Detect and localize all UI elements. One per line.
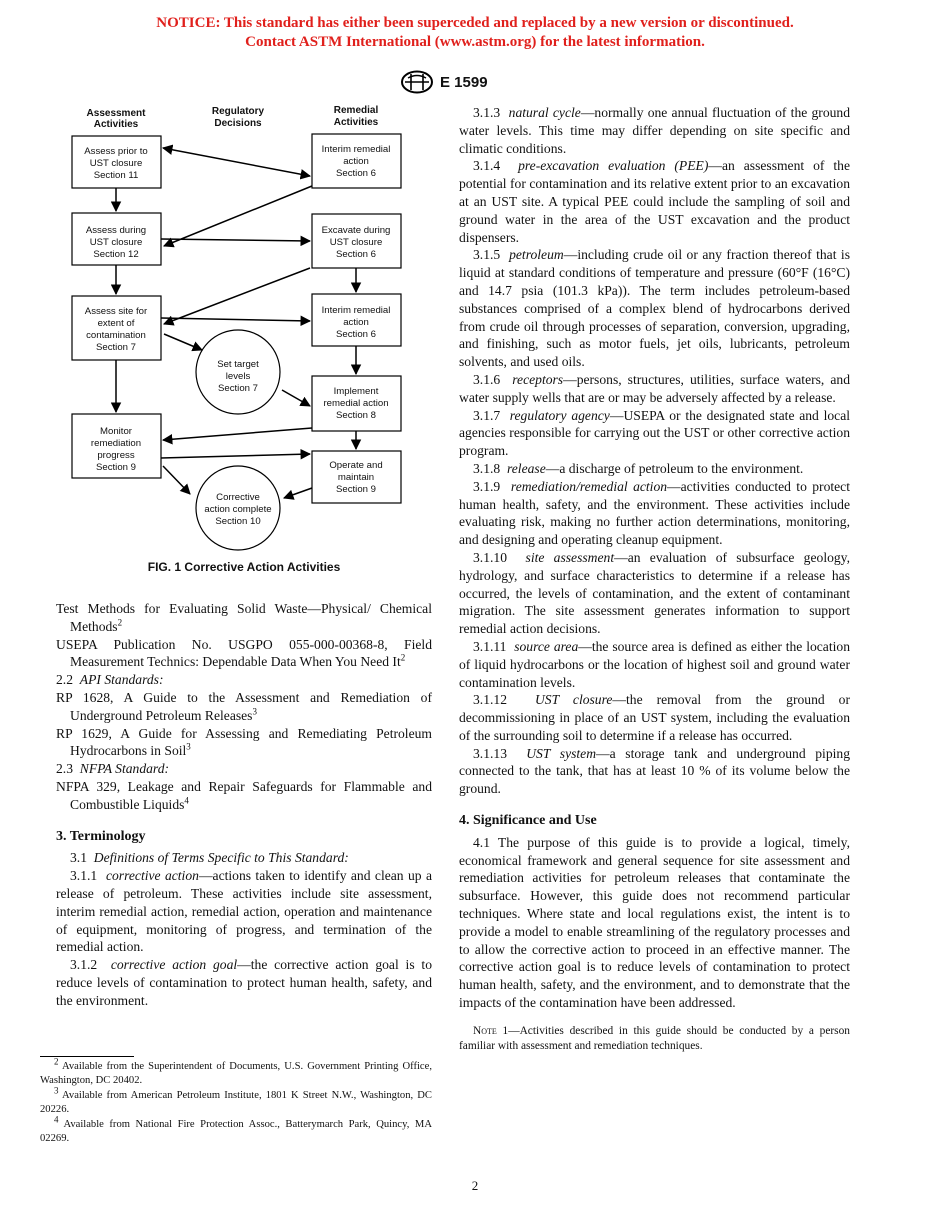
ref-usepa: USEPA Publication No. USGPO 055-000-00368-8, Field Measurement Technics: Dependable Data When You Need It$^2$ (56, 636, 432, 670)
a4-l1: Monitor (100, 426, 132, 437)
c2-l3: Section 10 (215, 516, 261, 527)
footnotes (40, 1056, 432, 1146)
page-number: 2 (471, 1178, 479, 1193)
section-3-heading: 3. Terminology (56, 828, 146, 844)
r4-l2: remedial action (323, 398, 389, 409)
c1-l1: Set target (217, 359, 259, 370)
section-2-3: 2.3 NFPA Standard: (56, 761, 170, 777)
a1-l3: Section 11 (93, 170, 139, 181)
header-regulatory-2: Decisions (214, 118, 262, 129)
term-3-1-9: 3.1.9 remediation/remedial action—activities conducted to protect human health, safety, and the environment. These activities include evaluating risk, making no further action determinations, monitoring, and designing and operating cleanup equipment. (459, 478, 850, 548)
a3-l3: contamination (86, 330, 146, 341)
r3-l2: action (343, 317, 369, 328)
header-remedial-1: Remedial (333, 105, 379, 116)
a2-l3: Section 12 (93, 249, 139, 260)
c2-l2: action complete (204, 504, 272, 515)
arrow-r2-a3 (164, 268, 310, 324)
arrow-a3-r3 (161, 318, 310, 321)
r5-l3: Section 9 (335, 484, 377, 495)
ref-nfpa329: NFPA 329, Leakage and Repair Safeguards for Flammable and Combustible Liquids$^4$ (56, 778, 432, 812)
r1-l3: Section 6 (335, 168, 377, 179)
a4-l3: progress (97, 450, 135, 461)
a3-l2: extent of (97, 318, 135, 329)
term-3-1-7: 3.1.7 regulatory agency—USEPA or the designated state and local agencies responsible for carrying out the UST or other corrective action program. (459, 407, 851, 459)
r2-l2: UST closure (329, 237, 383, 248)
astm-logo-icon (400, 70, 434, 94)
ref-sw846: Test Methods for Evaluating Solid Waste—Physical/ Chemical Methods$^2$ (56, 601, 432, 634)
term-3-1-2: 3.1.2 corrective action goal—the corrective action goal is to reduce levels of contamination to protect human health, safety, and the environment. (56, 957, 432, 1008)
term-3-1-4: 3.1.4 pre-excavation evaluation (PEE)—an assessment of the potential for contamination and its relative extent prior to an excavation at an UST site. A typical PEE could include the sampling of soil and ground water in the area of the UST excavation and the product dispensers. (459, 158, 850, 245)
footnote-2: $^2$ Available from the Superintendent of Documents, U.S. Government Printing Office, Washington, DC 20402. (40, 1056, 432, 1087)
arrow-a4-r5 (161, 454, 310, 458)
r4-l3: Section 8 (335, 410, 377, 421)
a3-l1: Assess site for (84, 306, 148, 317)
page-header (400, 70, 488, 94)
term-3-1-5: 3.1.5 petroleum—including crude oil or any fraction thereof that is liquid at standard conditions of temperature and pressure (60°F (16°C) and 14.7 psia (101.3 kPa)). The term includes petroleum-based substances comprised of a complex blend of hydrocarbons derived from crude oil through processes of separation, conversion, upgrading, and finishing, such as motor fuels, jet oils, lubricants, petroleum solvents, and used oils. (459, 247, 850, 370)
r4-l1: Implement (333, 386, 379, 397)
left-column (56, 600, 432, 1010)
r2-l1: Excavate during (321, 225, 391, 236)
r1-l1: Interim remedial (321, 144, 391, 155)
arrow-c1-r4 (282, 390, 310, 406)
figure-caption: FIG. 1 Corrective Action Activities (147, 560, 341, 574)
arrow-a1-r1 (163, 148, 310, 176)
ref-rp1628: RP 1628, A Guide to the Assessment and Remediation of Underground Petroleum Releases$^3$ (56, 689, 432, 723)
c1-l3: Section 7 (217, 383, 259, 394)
term-3-1-13: 3.1.13 UST system—a storage tank and underground piping connected to the tank, that has at least 10 % of its volume below the ground. (459, 745, 850, 797)
term-3-1-8: 3.1.8 release—a discharge of petroleum to the environment. (473, 460, 804, 476)
header-regulatory-1: Regulatory (211, 106, 265, 117)
term-3-1-3: 3.1.3 natural cycle—normally one annual fluctuation of the ground water levels. This time may differ depending on site specific and climatic conditions. (459, 105, 851, 156)
notice-line-2: Contact ASTM International (www.astm.org) for the latest information. (245, 34, 705, 50)
a4-l4: Section 9 (95, 462, 137, 473)
a2-l1: Assess during (85, 225, 147, 236)
r5-l1: Operate and (329, 460, 383, 471)
note-1: Note 1—Activities described in this guide should be conducted by a person familiar with assessment and remediation techniques. (459, 1024, 850, 1053)
arrow-a4-c2 (163, 466, 190, 494)
a4-l2: remediation (90, 438, 142, 449)
c1-l2: levels (225, 371, 251, 382)
c2-l1: Corrective (216, 492, 260, 503)
arrow-r1-a2 (164, 186, 312, 246)
arrow-r5-c2 (284, 488, 312, 498)
header-assessment-1: Assessment (86, 108, 146, 119)
right-column (459, 104, 850, 1055)
term-3-1-12: 3.1.12 UST closure—the removal from the ground or decommissioning in place of an UST system, including the evaluation of the surrounding soil to determine if a release has occurred. (459, 692, 850, 743)
a1-l1: Assess prior to (84, 146, 148, 157)
section-4-heading: 4. Significance and Use (459, 813, 597, 829)
header-assessment-2: Activities (93, 119, 139, 130)
withdrawn-notice (0, 14, 950, 52)
a1-l2: UST closure (89, 158, 143, 169)
r3-l3: Section 6 (335, 329, 377, 340)
footnote-3: $^3$ Available from American Petroleum Institute, 1801 K Street N.W., Washington, DC 20226. (40, 1085, 432, 1116)
footnote-4: $^4$ Available from National Fire Protection Assoc., Batterymarch Park, Quincy, MA 02269. (40, 1114, 432, 1145)
term-3-1-1: 3.1.1 corrective action—actions taken to identify and clean up a release of petroleum. These activities include site assessment, interim remedial action, remedial action, operation and maintenance of equipment, monitoring of progress, and termination of the remedial action. (56, 868, 432, 955)
notice-line-1: NOTICE: This standard has either been superceded and replaced by a new version or discontinued. (156, 15, 794, 31)
ref-rp1629: RP 1629, A Guide for Assessing and Remediating Petroleum Hydrocarbons in Soil$^3$ (56, 725, 432, 759)
term-3-1-6: 3.1.6 receptors—persons, structures, utilities, surface waters, and water supply wells that are or may be adversely affected by a release. (459, 371, 850, 405)
arrow-a3-c1 (164, 334, 202, 350)
header-remedial-2: Activities (333, 117, 379, 128)
corrective-action-flowchart (56, 96, 432, 566)
arrow-a2-r2 (161, 239, 310, 241)
r3-l1: Interim remedial (321, 305, 391, 316)
para-4-1: 4.1 The purpose of this guide is to provide a logical, timely, economical framework and general sequence for site assessment and remediation activities for petroleum releases that contaminate the subsurface. However, this guide does not recommend particular techniques. Where state and local regulations exist, the intent is to provide a model to enable streamlining of the regulatory processes and to allow the corrective action to proceed in an effective manner. The corrective action goal is to reduce levels of contamination to protect human health, safety, and the environment, and to demonstrate that the impacts of the contamination have been addressed. (459, 834, 850, 1011)
r2-l3: Section 6 (335, 249, 377, 260)
a3-l4: Section 7 (95, 342, 137, 353)
section-2-2: 2.2 API Standards: (56, 672, 164, 688)
section-3-1: 3.1 Definitions of Terms Specific to This Standard: (70, 850, 349, 866)
r5-l2: maintain (337, 472, 375, 483)
term-3-1-10: 3.1.10 site assessment—an evaluation of subsurface geology, hydrology, and surface characteristics to determine if a release has occurred, the levels of contamination, and the extent of contaminant migration. The site assessment generates information to support remedial action decisions. (459, 549, 850, 637)
arrow-r4-a4 (163, 428, 312, 440)
a2-l2: UST closure (89, 237, 143, 248)
r1-l2: action (343, 156, 369, 167)
standard-number: E 1599 (440, 73, 488, 91)
term-3-1-11: 3.1.11 source area—the source area is defined as either the location of liquid hydrocarbons or the location of highest soil and ground water contamination levels. (459, 638, 850, 690)
